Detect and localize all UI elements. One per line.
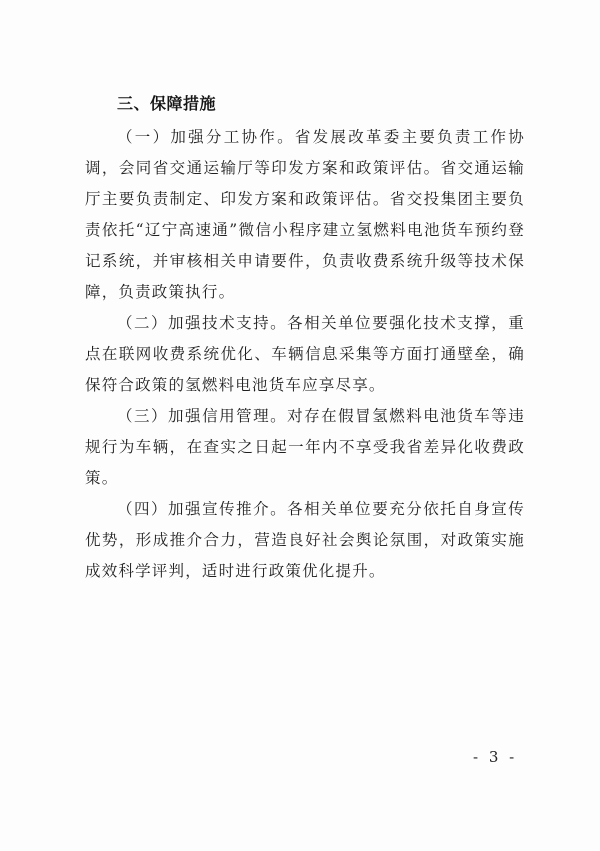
paragraph-division-of-labor: （一）加强分工协作。省发展改革委主要负责工作协调，会同省交通运输厅等印发方案和政策评估。省交通运输厅主要负责制定、印发方案和政策评估。省交投集团主要负责依托“辽宁高速通”微信小程序建立氢燃料电池货车预约登记系统，并审核相关申请要件，负责收费系统升级等技术保障，负责政策执行。 xyxy=(85,128,525,301)
paragraph-technical-support: （二）加强技术支持。各相关单位要强化技术支撑，重点在联网收费系统优化、车辆信息采集等方面打通壁垒，确保符合政策的氢燃料电池货车应享尽享。 xyxy=(85,314,525,394)
section-heading: 三、保障措施 xyxy=(117,94,217,113)
paragraph-credit-management: （三）加强信用管理。对存在假冒氢燃料电池货车等违规行为车辆，在查实之日起一年内不享受我省差异化收费政策。 xyxy=(85,407,525,487)
paragraph-publicity: （四）加强宣传推介。各相关单位要充分依托自身宣传优势，形成推介合力，营造良好社会舆论氛围，对政策实施成效科学评判，适时进行政策优化提升。 xyxy=(85,500,525,580)
body-text xyxy=(85,122,525,587)
page-number: - 3 - xyxy=(473,748,518,766)
